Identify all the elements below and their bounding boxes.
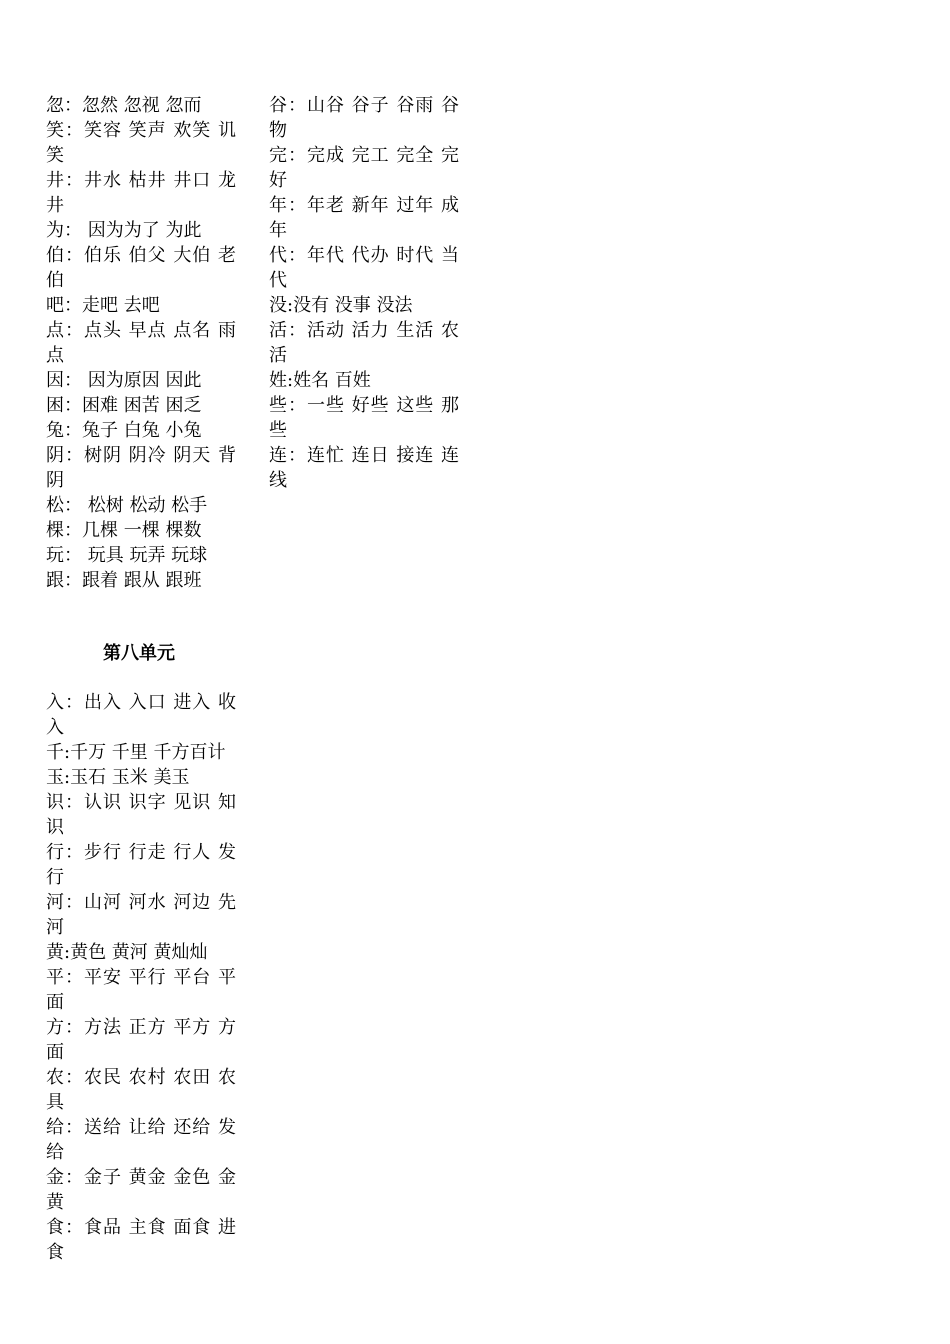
unit7-right-column (269, 93, 459, 493)
word-entry-dai: 代：年代 代办 时代 当代 (269, 245, 459, 291)
word-entry-dian: 点：点头 早点 点名 雨点 (46, 320, 236, 366)
word-entry-nong: 农：农民 农村 农田 农具 (46, 1067, 236, 1113)
word-entry-ba: 吧：走吧 去吧 (46, 295, 160, 316)
word-entry-ru: 入：出入 入口 进入 收入 (46, 692, 236, 738)
word-entry-yin-shade: 阴：树阴 阴冷 阴天 背阴 (46, 445, 236, 491)
word-entry-lian: 连：连忙 连日 接连 连线 (269, 445, 459, 491)
word-entry-tu: 兔：兔子 白兔 小兔 (46, 420, 202, 441)
word-entry-xing-surname: 姓:姓名 百姓 (269, 370, 371, 391)
word-entry-yin: 因： 因为原因 因此 (46, 370, 202, 391)
word-entry-xiao: 笑：笑容 笑声 欢笑 讥 笑 (46, 120, 236, 166)
word-entry-hu: 忽：忽然 忽视 忽而 (46, 95, 202, 116)
word-entry-xie: 些：一些 好些 这些 那些 (269, 395, 459, 441)
word-entry-mei: 没:没有 没事 没法 (269, 295, 413, 316)
word-entry-he: 河：山河 河水 河边 先河 (46, 892, 236, 938)
word-entry-shi-food: 食：食品 主食 面食 进食 (46, 1217, 236, 1263)
unit7-left-column (46, 93, 236, 593)
word-entry-qian: 千:千万 千里 千方百计 (46, 742, 226, 763)
word-entry-wan-complete: 完：完成 完工 完全 完好 (269, 145, 459, 191)
word-entry-huo: 活：活动 活力 生活 农活 (269, 320, 459, 366)
unit8-column (46, 690, 236, 1265)
word-entry-jin: 金：金子 黄金 金色 金黄 (46, 1167, 236, 1213)
word-entry-huang: 黄:黄色 黄河 黄灿灿 (46, 942, 208, 963)
word-entry-jing: 井：井水 枯井 井口 龙井 (46, 170, 236, 216)
word-entry-fang: 方：方法 正方 平方 方面 (46, 1017, 236, 1063)
word-entry-wei: 为： 因为为了 为此 (46, 220, 202, 241)
word-entry-gu: 谷：山谷 谷子 谷雨 谷物 (269, 95, 459, 141)
word-entry-gen: 跟：跟着 跟从 跟班 (46, 570, 202, 591)
word-entry-wan: 玩： 玩具 玩弄 玩球 (46, 545, 208, 566)
word-entry-song: 松： 松树 松动 松手 (46, 495, 208, 516)
word-entry-xing: 行：步行 行走 行人 发行 (46, 842, 236, 888)
unit-8-heading: 第八单元 (103, 643, 175, 664)
word-entry-nian: 年：年老 新年 过年 成年 (269, 195, 459, 241)
word-entry-kun: 困：困难 困苦 困乏 (46, 395, 202, 416)
word-entry-yu: 玉:玉石 玉米 美玉 (46, 767, 190, 788)
word-entry-ping: 平：平安 平行 平台 平面 (46, 967, 236, 1013)
word-entry-shi: 识：认识 识字 见识 知识 (46, 792, 236, 838)
word-entry-ke: 棵：几棵 一棵 棵数 (46, 520, 202, 541)
word-entry-bo: 伯：伯乐 伯父 大伯 老伯 (46, 245, 236, 291)
word-entry-gei: 给：送给 让给 还给 发给 (46, 1117, 236, 1163)
